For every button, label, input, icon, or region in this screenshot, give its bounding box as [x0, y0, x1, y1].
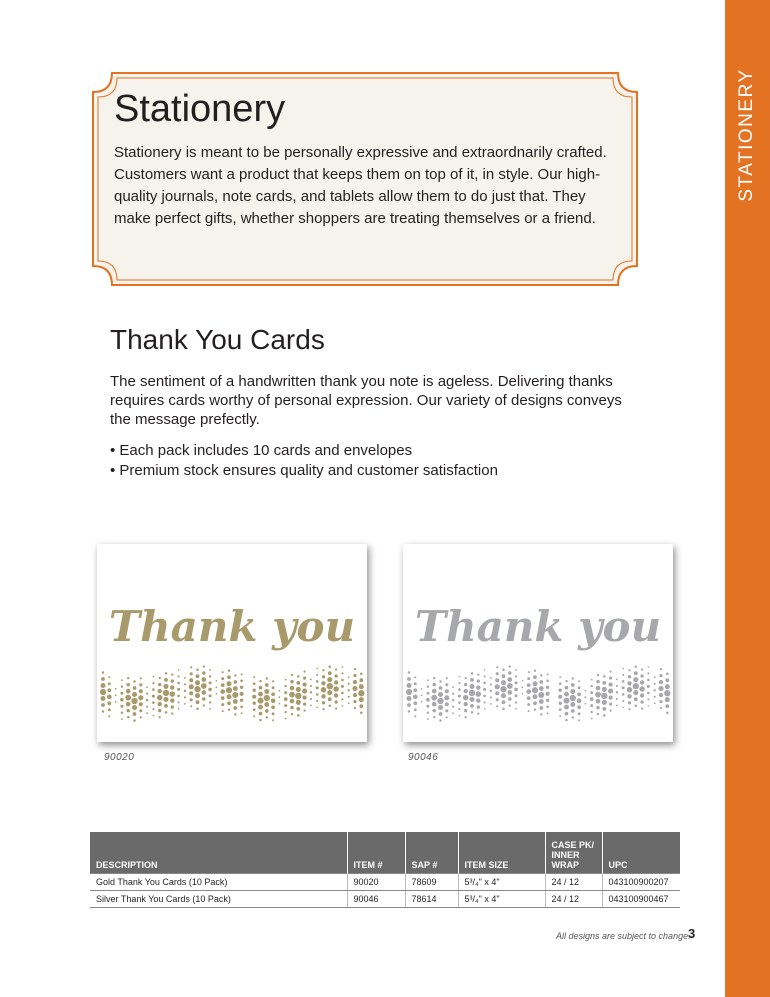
- section-text: The sentiment of a handwritten thank you note is ageless. Delivering thanks requires cards worthy of personal expression. Our variety of designs conveys the message prefectly.: [110, 373, 622, 428]
- cell-upc: 043100900467: [602, 891, 680, 908]
- section-title: Thank You Cards: [110, 324, 325, 355]
- cell-item-size: 5³/₄" x 4": [458, 891, 545, 908]
- cell-sap: 78614: [405, 891, 458, 908]
- col-header-item-size: ITEM SIZE: [458, 832, 545, 874]
- cell-item-size: 5³/₄" x 4": [458, 874, 545, 891]
- cell-item: 90046: [347, 891, 405, 908]
- cell-item: 90020: [347, 874, 405, 891]
- intro-frame: [90, 70, 640, 288]
- card-caption: 90020: [104, 752, 135, 763]
- col-header-description: DESCRIPTION: [90, 832, 347, 874]
- col-header-sap: SAP #: [405, 832, 458, 874]
- cell-description: Silver Thank You Cards (10 Pack): [90, 891, 347, 908]
- product-spec-table: [90, 832, 680, 908]
- col-header-item: ITEM #: [347, 832, 405, 874]
- intro-text: Stationery is meant to be personally expressive and extraordnarily crafted. Customers want a product that keeps them on top of it, in style. Our high-quality journals, note cards, and tablets allow them to do just that. They make perfect gifts, whether shoppers are treating themselves or a friend.: [114, 144, 607, 227]
- silver-card-artwork: [403, 544, 673, 742]
- cell-case-pack: 24 / 12: [545, 874, 602, 891]
- disclaimer-note: All designs are subject to change.: [556, 931, 691, 941]
- feature-item: • Premium stock ensures quality and customer satisfaction: [110, 462, 498, 479]
- cell-upc: 043100900207: [602, 874, 680, 891]
- col-header-upc: UPC: [602, 832, 680, 874]
- cell-case-pack: 24 / 12: [545, 891, 602, 908]
- card-script-text: Thank you: [108, 602, 356, 651]
- gold-card-artwork: [97, 544, 367, 742]
- feature-item-text: Premium stock ensures quality and customer satisfaction: [119, 462, 498, 479]
- side-tab-label: STATIONERY: [736, 68, 757, 202]
- product-card-gold[interactable]: [97, 544, 367, 742]
- table-row: [90, 891, 680, 908]
- dot-pattern: [100, 665, 365, 721]
- page-number: 3: [688, 926, 696, 941]
- page-title: Stationery: [114, 88, 286, 130]
- card-caption: 90046: [408, 752, 439, 763]
- card-script-text: Thank you: [414, 602, 662, 651]
- col-header-case-pack: CASE PK/ INNER WRAP: [545, 832, 602, 874]
- feature-item-text: Each pack includes 10 cards and envelopes: [119, 442, 413, 459]
- dot-pattern: [406, 665, 671, 721]
- feature-list: [110, 441, 498, 481]
- cell-sap: 78609: [405, 874, 458, 891]
- product-card-silver[interactable]: [403, 544, 673, 742]
- cell-description: Gold Thank You Cards (10 Pack): [90, 874, 347, 891]
- table-row: [90, 874, 680, 891]
- feature-item: • Each pack includes 10 cards and envelopes: [110, 442, 413, 459]
